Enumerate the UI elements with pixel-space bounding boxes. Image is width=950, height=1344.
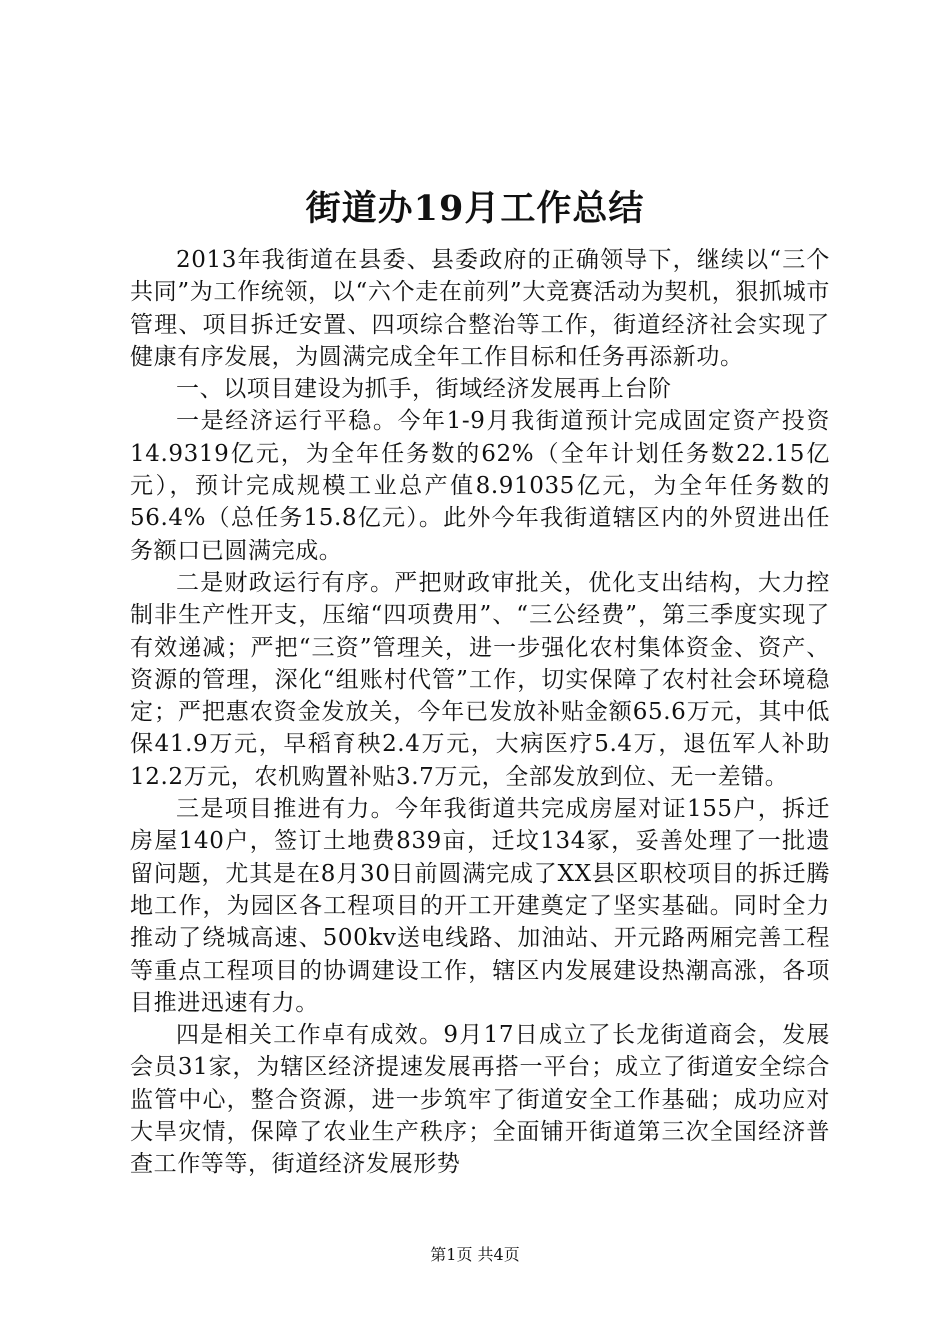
paragraph-economy: 一是经济运行平稳。今年1-9月我街道预计完成固定资产投资14.9319亿元，为全年任务数的62%（全年计划任务数22.15亿元），预计完成规模工业总产值8.91035亿元，为全年任务数的56.4%（总任务15.8亿元）。此外今年我街道辖区内的外贸进出任务额口已圆满完成。: [130, 408, 830, 564]
document-title: 街道办19月工作总结: [305, 188, 645, 229]
document-body: [130, 244, 830, 1181]
paragraph-projects: 三是项目推进有力。今年我街道共完成房屋对证155户，拆迁房屋140户，签订土地费839亩，迁坟134冢，妥善处理了一批遗留问题，尤其是在8月30日前圆满完成了XX县区职校项目的拆迁腾地工作，为园区各工程项目的开工开建奠定了坚实基础。同时全力推动了绕城高速、500kv送电线路、加油站、开元路两厢完善工程等重点工程项目的协调建设工作，辖区内发展建设热潮高涨，各项目推进迅速有力。: [130, 796, 830, 1016]
paragraph-related-work: 四是相关工作卓有成效。9月17日成立了长龙街道商会，发展会员31家，为辖区经济提速发展再搭一平台；成立了街道安全综合监管中心，整合资源，进一步筑牢了街道安全工作基础；成功应对大旱灾情，保障了农业生产秩序；全面铺开街道第三次全国经济普查工作等等，街道经济发展形势: [130, 1022, 830, 1178]
section-heading: 一、以项目建设为抓手，街域经济发展再上台阶: [176, 376, 672, 403]
paragraph-intro: 2013年我街道在县委、县委政府的正确领导下，继续以“三个共同”为工作统领，以“六个走在前列”大竞赛活动为契机，狠抓城市管理、项目拆迁安置、四项综合整治等工作，街道经济社会实现了健康有序发展，为圆满完成全年工作目标和任务再添新功。: [130, 247, 830, 370]
page-footer: 第1页 共4页: [430, 1245, 520, 1264]
paragraph-finance: 二是财政运行有序。严把财政审批关，优化支出结构，大力控制非生产性开支，压缩“四项费用”、“三公经费”，第三季度实现了有效递减；严把“三资”管理关，进一步强化农村集体资金、资产、资源的管理，深化“组账村代管”工作，切实保障了农村社会环境稳定；严把惠农资金发放关，今年已发放补贴金额65.6万元，其中低保41.9万元，早稻育秧2.4万元，大病医疗5.4万，退伍军人补助12.2万元，农机购置补贴3.7万元，全部发放到位、无一差错。: [130, 569, 830, 790]
